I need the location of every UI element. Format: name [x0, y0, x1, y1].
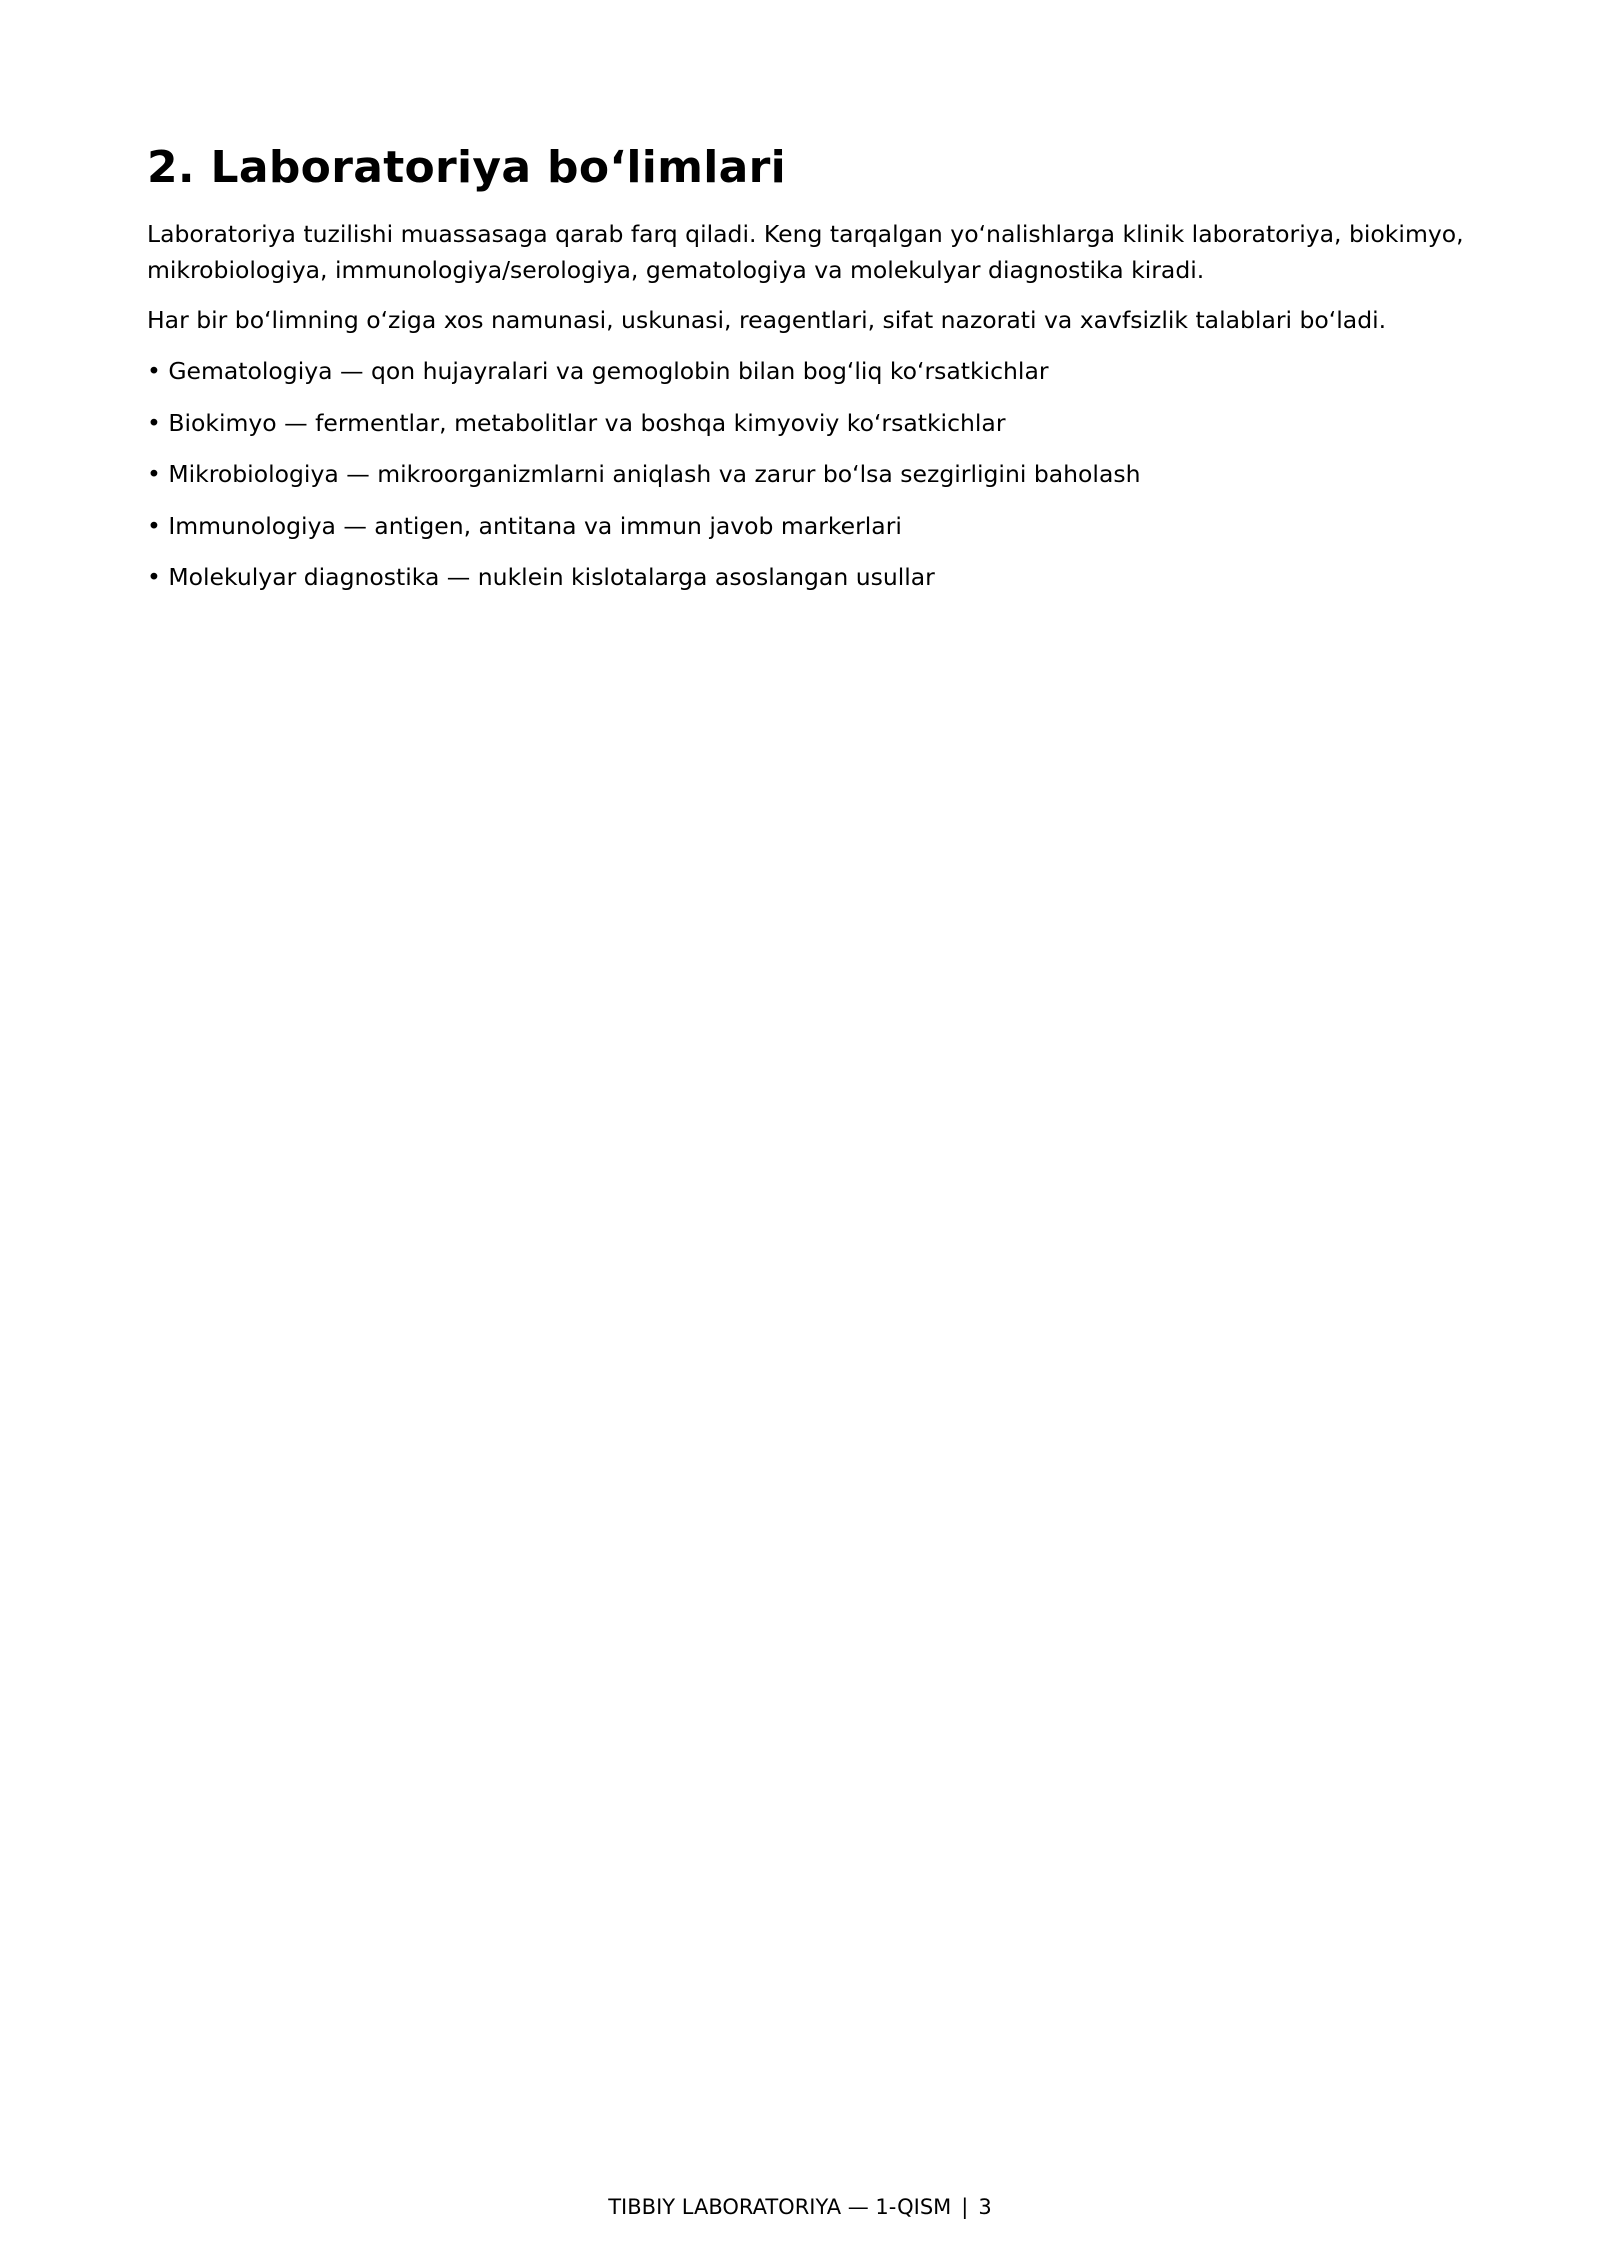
intro-paragraph: Laboratoriya tuzilishi muassasaga qarab farq qiladi. Keng tarqalgan yo‘nalishlarga klinik laboratoriya, biokimyo, mikrobiologiya, immunologiya/serologiya, gematologiya va molekulyar diagnostika kiradi. [147, 220, 1464, 284]
section-heading: 2. Laboratoriya bo‘limlari [147, 142, 787, 193]
list-item-hematology: • Gematologiya — qon hujayralari va gemoglobin bilan bog‘liq ko‘rsatkichlar [147, 357, 1049, 385]
footer-separator: | [961, 2195, 969, 2219]
list-item-biochemistry: • Biokimyo — fermentlar, metabolitlar va boshqa kimyoviy ko‘rsatkichlar [147, 408, 1006, 437]
requirements-paragraph: Har bir bo‘limning o‘ziga xos namunasi, uskunasi, reagentlari, sifat nazorati va xavfsizlik talablari bo‘ladi. [147, 306, 1387, 334]
list-item-microbiology: • Mikrobiologiya — mikroorganizmlarni aniqlash va zarur bo‘lsa sezgirligini baholash [147, 460, 1141, 488]
footer-title: TIBBIY LABORATORIYA — 1-QISM [608, 2195, 952, 2219]
page-number: 3 [978, 2195, 992, 2219]
list-item-molecular-diagnostics: • Molekulyar diagnostika — nuklein kislotalarga asoslangan usullar [147, 563, 935, 591]
list-item-immunology: • Immunologiya — antigen, antitana va immun javob markerlari [147, 511, 902, 540]
page-footer [0, 2192, 1600, 2222]
department-list [147, 353, 1477, 595]
page-content [147, 136, 1477, 611]
